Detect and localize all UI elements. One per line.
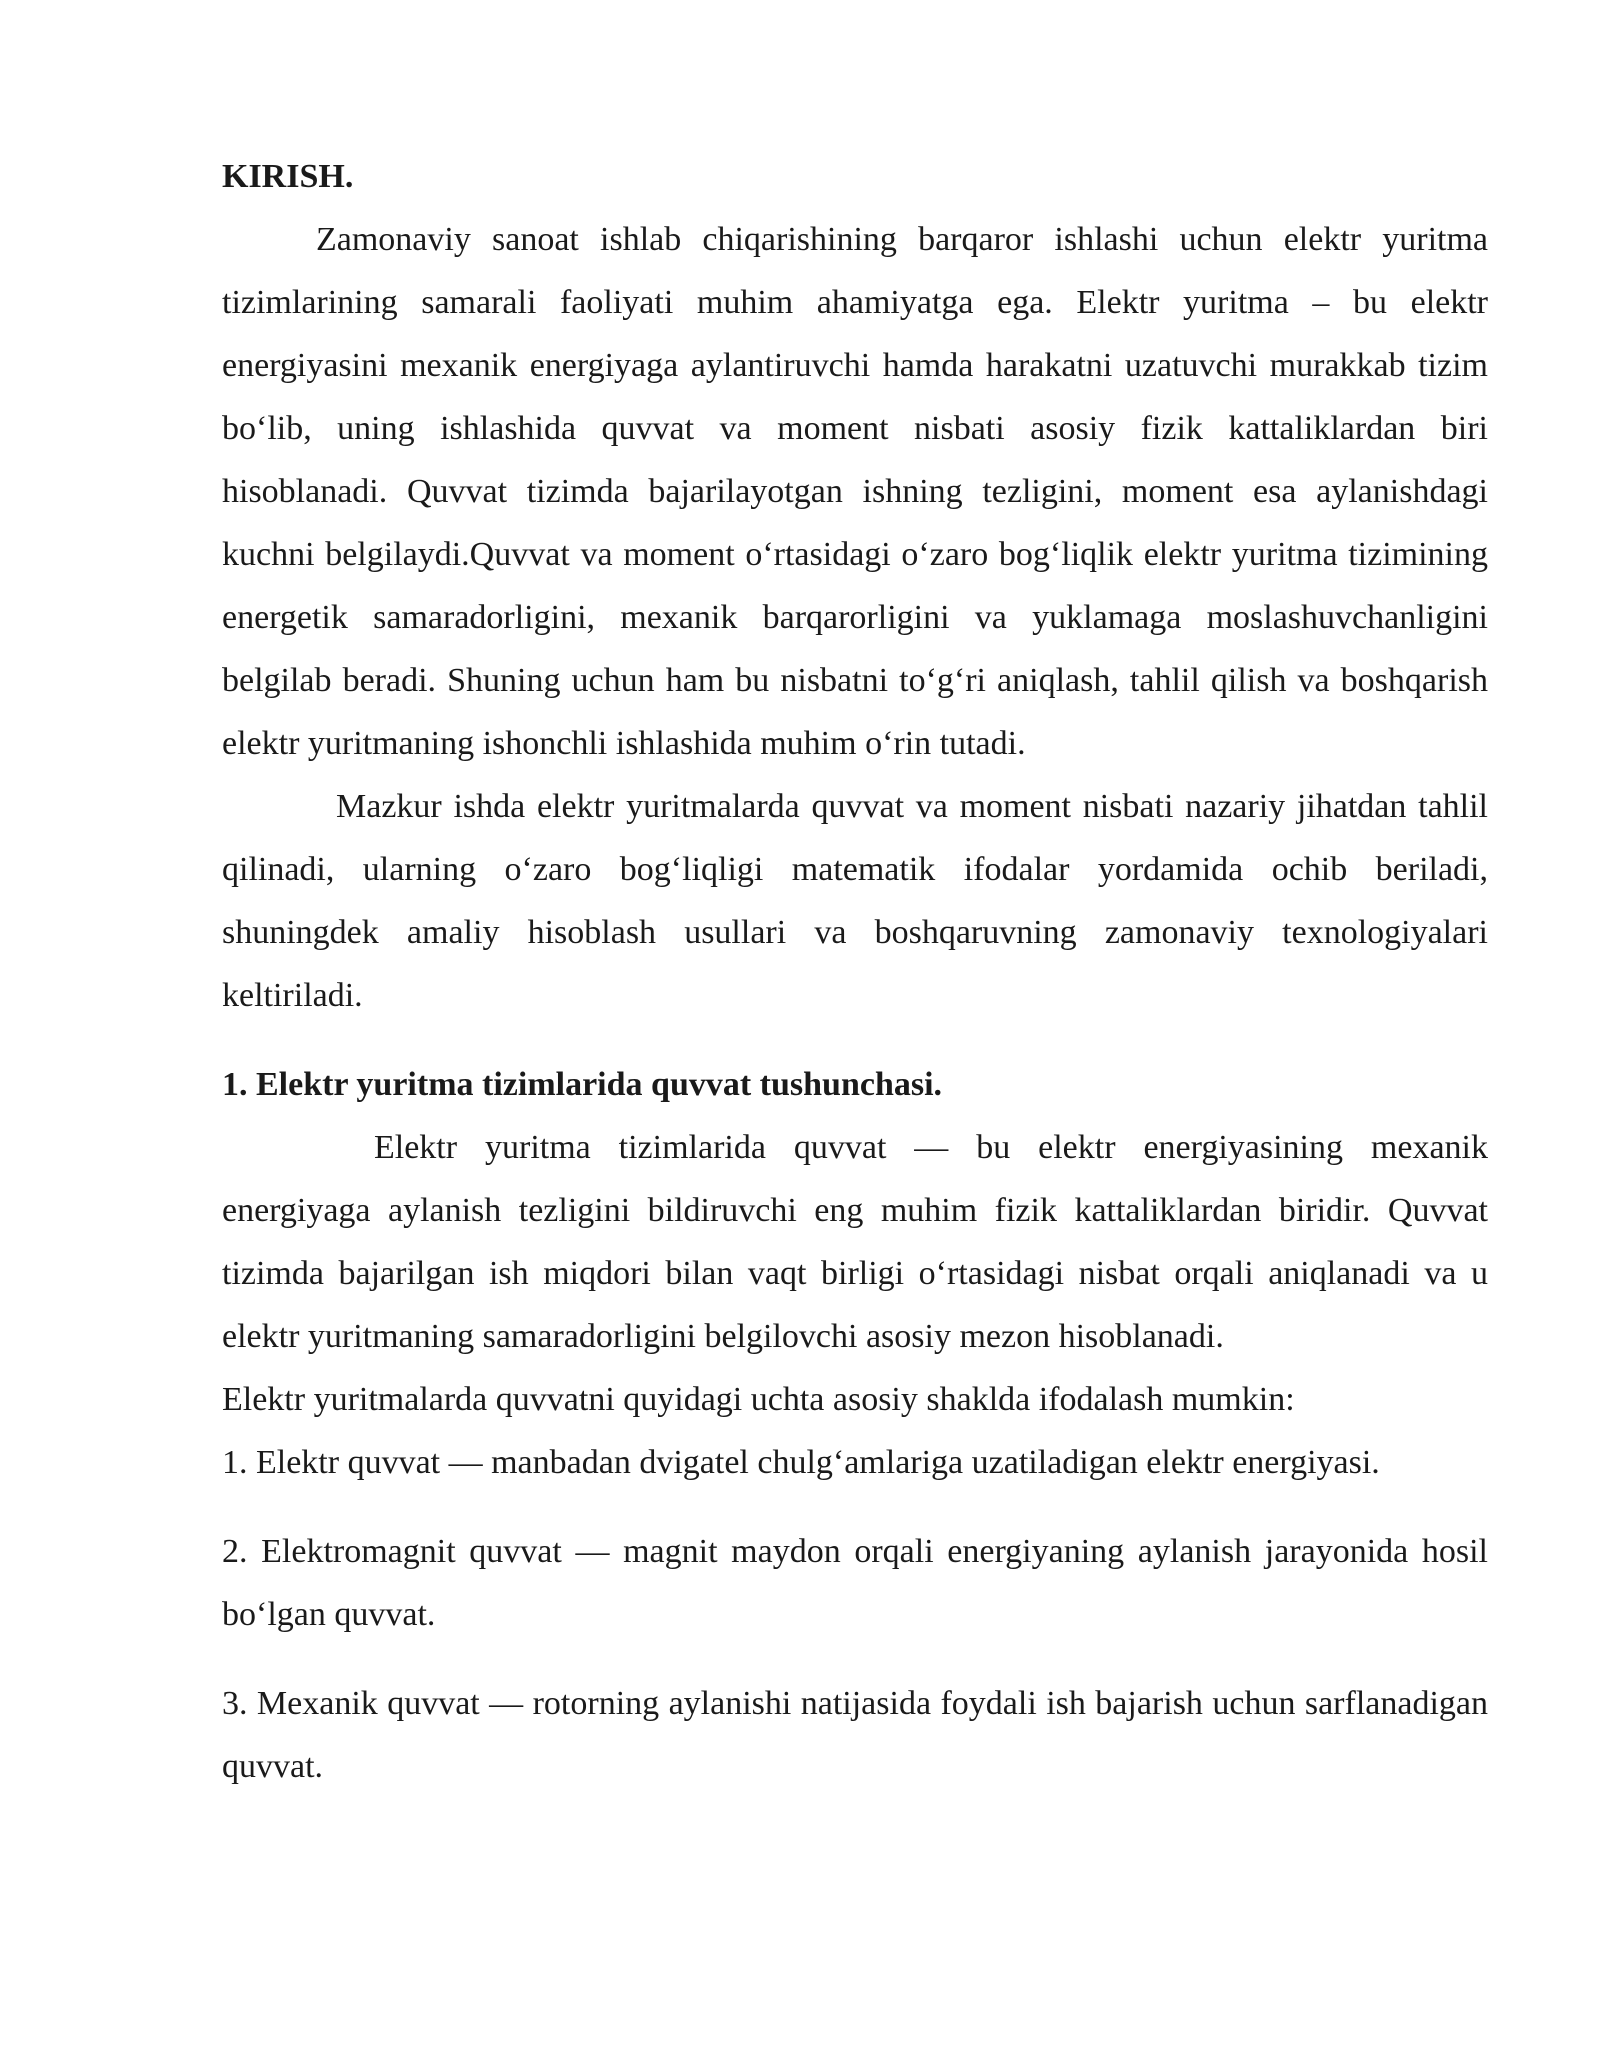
section-paragraph: Elektr yuritma tizimlarida quvvat — bu elektr energiyasining mexanik energiyaga aylanish tezligini bildiruvchi eng muhim fizik kattaliklardan biridir. Quvvat tizimda bajarilgan ish miqdori bilan vaqt birligi o‘rtasidagi nisbat orqali aniqlanadi va u elektr yuritmaning samaradorligini belgilovchi asosiy mezon hisoblanadi. xyxy=(222,1129,1488,1355)
document-page xyxy=(222,145,1488,1798)
section-lead: Elektr yuritmalarda quvvatni quyidagi uchta asosiy shaklda ifodalash mumkin: xyxy=(222,1381,1295,1418)
list-item-2: 2. Elektromagnit quvvat — magnit maydon orqali energiyaning aylanish jarayonida hosil bo‘lgan quvvat. xyxy=(222,1533,1488,1633)
intro-paragraph-1: Zamonaviy sanoat ishlab chiqarishining barqaror ishlashi uchun elektr yuritma tizimlarining samarali faoliyati muhim ahamiyatga ega. Elektr yuritma – bu elektr energiyasini mexanik energiyaga aylantiruvchi hamda harakatni uzatuvchi murakkab tizim bo‘lib, uning ishlashida quvvat va moment nisbati asosiy fizik kattaliklardan biri hisoblanadi. Quvvat tizimda bajarilayotgan ishning tezligini, moment esa aylanishdagi kuchni belgilaydi.Quvvat va moment o‘rtasidagi o‘zaro bog‘liqlik elektr yuritma tizimining energetik samaradorligini, mexanik barqarorligini va yuklamaga moslashuvchanligini belgilab beradi. Shuning uchun ham bu nisbatni to‘g‘ri aniqlash, tahlil qilish va boshqarish elektr yuritmaning ishonchli ishlashida muhim o‘rin tutadi. xyxy=(222,221,1488,762)
list-item-3: 3. Mexanik quvvat — rotorning aylanishi natijasida foydali ish bajarish uchun sarflanadigan quvvat. xyxy=(222,1685,1488,1785)
document-title: KIRISH. xyxy=(222,158,354,195)
list-item-1: 1. Elektr quvvat — manbadan dvigatel chulg‘amlariga uzatiladigan elektr energiyasi. xyxy=(222,1444,1380,1481)
section-heading: 1. Elektr yuritma tizimlarida quvvat tushunchasi. xyxy=(222,1066,943,1103)
intro-paragraph-2: Mazkur ishda elektr yuritmalarda quvvat va moment nisbati nazariy jihatdan tahlil qilinadi, ularning o‘zaro bog‘liqligi matematik ifodalar yordamida ochib beriladi, shuningdek amaliy hisoblash usullari va boshqaruvning zamonaviy texnologiyalari keltiriladi. xyxy=(222,788,1488,1014)
